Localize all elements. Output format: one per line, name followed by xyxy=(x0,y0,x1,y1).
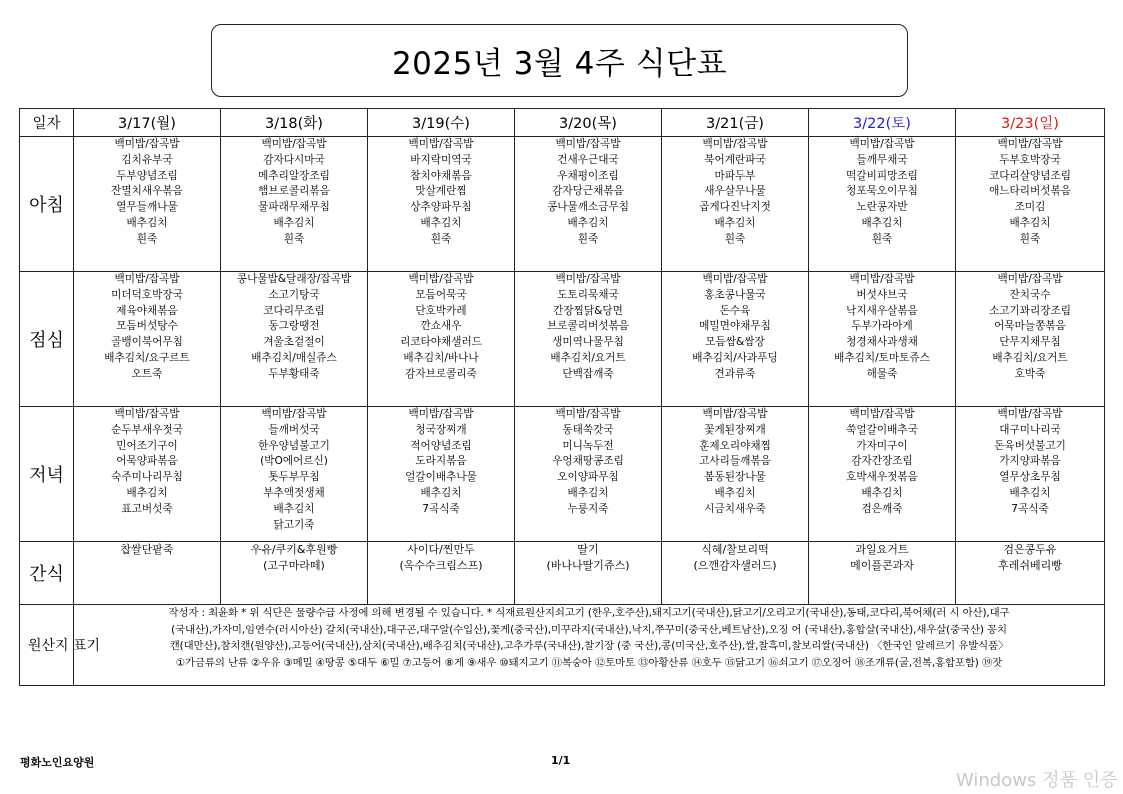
menu-item: 돈육버섯불고기 xyxy=(994,439,1066,452)
menu-item: 들깨버섯국 xyxy=(268,423,320,436)
menu-item: 어묵양파볶음 xyxy=(116,455,178,468)
date-label: 일자 xyxy=(20,109,74,137)
menu-item: 부추액젓생채 xyxy=(263,486,325,499)
menu-item: 잔멸치새우볶음 xyxy=(111,185,183,198)
breakfast-row xyxy=(20,137,1105,272)
menu-item: 백미밥/잡곡밥 xyxy=(997,138,1063,150)
menu-item: 두부가라아게 xyxy=(851,320,913,333)
menu-item: 흰죽 xyxy=(136,232,158,245)
menu-item: 배추김치/요거트 xyxy=(550,351,626,364)
menu-item: 버섯샤브국 xyxy=(856,288,908,301)
menu-cell xyxy=(956,542,1105,605)
menu-item: 한우양념불고기 xyxy=(258,439,330,452)
origin-line: ①가금류의 난류 ②우유 ③메밀 ④땅콩 ⑤대두 ⑥밀 ⑦고등어 ⑧게 ⑨새우 ⑩돼지고기 ⑪복숭아 ⑫토마토 ⑬아황산류 ⑭호두 ⑮닭고기 ⑯쇠고기 ⑰오징어 ⑱조개류(굴,전복,홍합포함) ⑲잣 xyxy=(175,656,1003,669)
menu-item: 사이다/찐만두 xyxy=(407,543,475,556)
menu-cell xyxy=(662,407,809,542)
menu-item: (옥수수크림스프) xyxy=(399,559,483,572)
menu-item: 후레쉬베리빵 xyxy=(998,559,1062,572)
menu-item: 백미밥/잡곡밥 xyxy=(997,273,1063,285)
menu-item: 미니녹두전 xyxy=(562,439,614,452)
menu-item: 돈수육 xyxy=(719,304,751,317)
menu-item: 메추리알장조림 xyxy=(258,169,330,182)
menu-item: 숙주미나리무침 xyxy=(111,471,183,484)
menu-item: 건새우근대국 xyxy=(557,153,619,166)
menu-item: 시금치새우죽 xyxy=(704,502,766,515)
menu-item: 7곡식죽 xyxy=(422,502,460,515)
menu-cell xyxy=(809,407,956,542)
origin-line: (국내산),가자미,임연수(러시아산) 갈치(국내산),대구곤,대구알(수입산),꽃게(중국산),미꾸라지(국내산),낙지,쭈꾸미(중국산,베트남산),오징 어 (국내산),홍합살(국내산),새우살(중국산) 꽁치 xyxy=(171,623,1007,636)
menu-cell xyxy=(809,542,956,605)
menu-item: 배추김치 xyxy=(861,486,903,499)
menu-item: 생미역나물무침 xyxy=(552,336,624,349)
menu-item: 조미김 xyxy=(1014,201,1046,214)
menu-cell xyxy=(515,407,662,542)
menu-item: 콩나물밥&달래장/잡곡밥 xyxy=(236,273,352,285)
menu-cell xyxy=(515,137,662,272)
menu-item: 얼갈이배추나물 xyxy=(405,471,477,484)
menu-item: 감자다시마국 xyxy=(263,153,325,166)
menu-item: 배추김치 xyxy=(861,216,903,229)
menu-item: 딸기 xyxy=(577,543,599,556)
menu-item: 배추김치 xyxy=(273,502,315,515)
menu-item: 노란콩자반 xyxy=(856,201,908,214)
menu-cell xyxy=(74,137,221,272)
origin-line: 캔(대만산),참치캔(원양산),고등어(국내산),삼치(국내산),배추김치(국내산),고추가루(국내산),찰기장 (중 국산),콩(미국산,호주산),쌀,찰흑미,찰보리쌀(국내산) 〈한국인 알레르기 유발식품〉 xyxy=(169,640,1009,652)
menu-item: 훈제오리야채찜 xyxy=(699,439,771,452)
menu-item: 흰죽 xyxy=(1019,232,1041,245)
menu-item: 햄브로콜리볶음 xyxy=(258,185,330,198)
menu-item: 브로콜리버섯볶음 xyxy=(547,320,629,333)
menu-item: 낙지새우살볶음 xyxy=(846,304,918,317)
menu-cell xyxy=(956,272,1105,407)
menu-item: 감자간장조림 xyxy=(851,455,913,468)
menu-item: 배추김치 xyxy=(420,216,462,229)
menu-item: 호박죽 xyxy=(1014,367,1046,380)
menu-item: 도토리묵채국 xyxy=(557,288,619,301)
lunch-row xyxy=(20,272,1105,407)
menu-item: 민어조기구이 xyxy=(116,439,178,452)
menu-item: 배추김치 xyxy=(1009,216,1051,229)
menu-item: 배추김치 xyxy=(126,486,168,499)
menu-item: 메밀면야채무침 xyxy=(699,320,771,333)
dinner-label: 저녁 xyxy=(20,407,74,542)
menu-item: 배추김치 xyxy=(567,216,609,229)
menu-item: 두부황태죽 xyxy=(268,367,320,380)
day-header-sunday: 3/23(일) xyxy=(956,109,1105,137)
menu-item: 북어계란파국 xyxy=(704,153,766,166)
menu-item: 오이양파무침 xyxy=(557,471,619,484)
origin-text xyxy=(74,605,1105,686)
menu-item: 호박새우젓볶음 xyxy=(846,471,918,484)
menu-item: 참치야채볶음 xyxy=(410,169,472,182)
menu-item: 들깨무채국 xyxy=(856,153,908,166)
menu-item: 동그랑땡전 xyxy=(268,320,320,333)
menu-item: 소고기탕국 xyxy=(268,288,320,301)
menu-item: 백미밥/잡곡밥 xyxy=(261,138,327,150)
menu-item: 고사리들깨볶음 xyxy=(699,455,771,468)
windows-activation-watermark: Windows 정품 인증 xyxy=(956,770,1118,791)
page-title: 2025년 3월 4주 식단표 xyxy=(211,24,908,97)
menu-item: (으깬감자샐러드) xyxy=(693,559,777,572)
menu-item: 배추김치 xyxy=(126,216,168,229)
menu-cell xyxy=(221,137,368,272)
menu-item: 미더덕호박장국 xyxy=(111,288,183,301)
menu-item: 리코타야채샐러드 xyxy=(400,336,482,349)
menu-item: 떡갈비피망조림 xyxy=(846,169,918,182)
menu-item: 백미밥/잡곡밥 xyxy=(849,408,915,420)
menu-item: 청포묵오이무침 xyxy=(846,185,918,198)
menu-item: 백미밥/잡곡밥 xyxy=(261,408,327,420)
menu-item: 배추김치/요구르트 xyxy=(104,351,190,364)
meal-table xyxy=(19,108,1105,686)
menu-item: (바나나딸기쥬스) xyxy=(546,559,630,572)
day-header-saturday: 3/22(토) xyxy=(809,109,956,137)
menu-item: 견과류죽 xyxy=(714,367,756,380)
menu-item: 표고버섯죽 xyxy=(121,502,173,515)
menu-cell xyxy=(662,272,809,407)
menu-item: 흰죽 xyxy=(577,232,599,245)
menu-cell xyxy=(221,272,368,407)
dinner-row xyxy=(20,407,1105,542)
menu-item: 열무들깨나물 xyxy=(116,201,178,214)
menu-item: 깐쇼새우 xyxy=(420,320,462,333)
menu-item: 백미밥/잡곡밥 xyxy=(408,408,474,420)
menu-cell xyxy=(662,542,809,605)
menu-item: 김치유부국 xyxy=(121,153,173,166)
menu-item: 쑥얼갈이배추국 xyxy=(846,423,918,436)
menu-item: 두부양념조림 xyxy=(116,169,178,182)
menu-item: 흰죽 xyxy=(283,232,305,245)
menu-item: 코다리무조림 xyxy=(263,304,325,317)
menu-item: 우채평이조림 xyxy=(557,169,619,182)
menu-item: 모듬버섯탕수 xyxy=(116,320,178,333)
menu-item: 배추김치/토마토쥬스 xyxy=(834,351,930,364)
menu-cell xyxy=(368,407,515,542)
menu-item: 식혜/찰보리떡 xyxy=(701,543,769,556)
menu-item: 골뱅이북어무침 xyxy=(111,336,183,349)
menu-cell xyxy=(956,137,1105,272)
menu-item: 상추양파무침 xyxy=(410,201,472,214)
menu-item: 백미밥/잡곡밥 xyxy=(555,408,621,420)
menu-cell xyxy=(809,137,956,272)
menu-item: 배추김치/바나나 xyxy=(403,351,479,364)
menu-cell xyxy=(74,407,221,542)
menu-item: 대구미나리국 xyxy=(999,423,1061,436)
menu-item: 백미밥/잡곡밥 xyxy=(702,408,768,420)
menu-cell xyxy=(368,272,515,407)
menu-item: 백미밥/잡곡밥 xyxy=(555,138,621,150)
menu-item: 청국장찌개 xyxy=(415,423,467,436)
menu-item: 단호박카레 xyxy=(415,304,467,317)
lunch-label: 점심 xyxy=(20,272,74,407)
menu-item: (고구마라떼) xyxy=(263,559,325,572)
menu-item: 검은콩두유 xyxy=(1003,543,1057,556)
menu-item: 감자당근채볶음 xyxy=(552,185,624,198)
menu-item: 단무지채무침 xyxy=(999,336,1061,349)
menu-item: 도라지볶음 xyxy=(415,455,467,468)
menu-item: 적어양념조림 xyxy=(410,439,472,452)
menu-cell xyxy=(662,137,809,272)
menu-item: 두부호박장국 xyxy=(999,153,1061,166)
menu-item: 배추김치 xyxy=(273,216,315,229)
menu-item: 메이플콘과자 xyxy=(850,559,914,572)
menu-item: 겨울초겉절이 xyxy=(263,336,325,349)
menu-item: 흰죽 xyxy=(724,232,746,245)
menu-item: 모듬쌈&쌈장 xyxy=(705,336,765,349)
date-row xyxy=(20,109,1105,137)
menu-item: 백미밥/잡곡밥 xyxy=(997,408,1063,420)
menu-item: 백미밥/잡곡밥 xyxy=(849,138,915,150)
menu-item: 애느타리버섯볶음 xyxy=(989,185,1071,198)
menu-item: 흰죽 xyxy=(430,232,452,245)
menu-item: 해물죽 xyxy=(866,367,898,380)
menu-item: 단백잡깨죽 xyxy=(562,367,614,380)
page-number: 1/1 xyxy=(551,754,571,767)
menu-item: 백미밥/잡곡밥 xyxy=(408,273,474,285)
menu-item: 순두부새우젓국 xyxy=(111,423,183,436)
menu-item: 백미밥/잡곡밥 xyxy=(849,273,915,285)
menu-item: 7곡식죽 xyxy=(1011,502,1049,515)
menu-cell xyxy=(74,542,221,605)
menu-item: 흰죽 xyxy=(871,232,893,245)
menu-item: 닭고기죽 xyxy=(273,518,315,531)
menu-item: 백미밥/잡곡밥 xyxy=(114,408,180,420)
menu-item: 마파두부 xyxy=(714,169,756,182)
origin-line: 작성자 : 최윤화 * 위 식단은 물량수급 사정에 의해 변경될 수 있습니다. * 식재료원산지쇠고기 (한우,호주산),돼지고기(국내산),닭고기/오리고기(국내산),동태,코다리,북어채(러 시 아산),대구 xyxy=(168,607,1010,619)
menu-item: 배추김치 xyxy=(567,486,609,499)
menu-item: 우엉채땅콩조림 xyxy=(552,455,624,468)
menu-item: 가자미구이 xyxy=(856,439,908,452)
menu-item: 동태쑥갓국 xyxy=(562,423,614,436)
menu-item: 소고기꽈리장조림 xyxy=(989,304,1071,317)
day-header: 3/21(금) xyxy=(662,109,809,137)
facility-name: 평화노인요양원 xyxy=(20,756,95,769)
menu-item: 새우살무나물 xyxy=(704,185,766,198)
day-header: 3/19(수) xyxy=(368,109,515,137)
menu-cell xyxy=(368,542,515,605)
menu-item: 홍초콩나물국 xyxy=(704,288,766,301)
menu-item: 어묵마늘쫑볶음 xyxy=(994,320,1066,333)
menu-item: 간장찜닭&당면 xyxy=(553,304,623,317)
menu-item: 콩나물깨소금무침 xyxy=(547,201,629,214)
menu-item: 청경채사과생채 xyxy=(846,336,918,349)
day-header: 3/17(월) xyxy=(74,109,221,137)
menu-cell xyxy=(956,407,1105,542)
menu-cell xyxy=(221,407,368,542)
menu-item: 백미밥/잡곡밥 xyxy=(408,138,474,150)
menu-item: 백미밥/잡곡밥 xyxy=(702,138,768,150)
menu-item: 물파래무채무침 xyxy=(258,201,330,214)
menu-item: 꽃게된장찌개 xyxy=(704,423,766,436)
menu-item: 백미밥/잡곡밥 xyxy=(114,138,180,150)
menu-item: 톳두부무침 xyxy=(268,471,320,484)
snack-row xyxy=(20,542,1105,605)
menu-item: 누룽지죽 xyxy=(567,502,609,515)
menu-item: 봄동된장나물 xyxy=(704,471,766,484)
menu-item: 코다리살양념조림 xyxy=(989,169,1071,182)
menu-item: 맛살계란찜 xyxy=(415,185,467,198)
menu-item: 열무상초무침 xyxy=(999,471,1061,484)
menu-cell xyxy=(515,272,662,407)
menu-item: 배추김치 xyxy=(714,486,756,499)
menu-item: 찹쌀단팥죽 xyxy=(120,543,174,556)
menu-item: 배추김치 xyxy=(420,486,462,499)
menu-item: 배추김치 xyxy=(1009,486,1051,499)
menu-item: 배추김치 xyxy=(714,216,756,229)
snack-label: 간식 xyxy=(20,542,74,605)
menu-item: 과일요거트 xyxy=(855,543,909,556)
menu-item: 오트죽 xyxy=(131,367,163,380)
menu-item: 배추김치/사과푸딩 xyxy=(692,351,778,364)
menu-item: 곱게다진낙지젓 xyxy=(699,201,771,214)
menu-item: 백미밥/잡곡밥 xyxy=(555,273,621,285)
breakfast-label: 아침 xyxy=(20,137,74,272)
menu-item: 백미밥/잡곡밥 xyxy=(702,273,768,285)
menu-item: 바지락미역국 xyxy=(410,153,472,166)
menu-cell xyxy=(809,272,956,407)
menu-item: 모듬어묵국 xyxy=(415,288,467,301)
menu-item: 검은깨죽 xyxy=(861,502,903,515)
menu-cell xyxy=(221,542,368,605)
menu-item: 배추김치/요거트 xyxy=(992,351,1068,364)
menu-cell xyxy=(74,272,221,407)
menu-cell xyxy=(515,542,662,605)
menu-item: 백미밥/잡곡밥 xyxy=(114,273,180,285)
menu-item: (박O에어르신) xyxy=(260,455,328,468)
menu-item: 가지양파볶음 xyxy=(999,455,1061,468)
menu-item: 우유/쿠키&후원빵 xyxy=(250,543,338,556)
day-header: 3/20(목) xyxy=(515,109,662,137)
origin-row xyxy=(20,605,1105,686)
menu-cell xyxy=(368,137,515,272)
day-header: 3/18(화) xyxy=(221,109,368,137)
menu-item: 배추김치/매실쥬스 xyxy=(251,351,337,364)
menu-item: 잔치국수 xyxy=(1009,288,1051,301)
menu-item: 감자브로콜리죽 xyxy=(405,367,477,380)
menu-item: 제육야채볶음 xyxy=(116,304,178,317)
origin-label: 원산지 표기 xyxy=(20,605,74,686)
